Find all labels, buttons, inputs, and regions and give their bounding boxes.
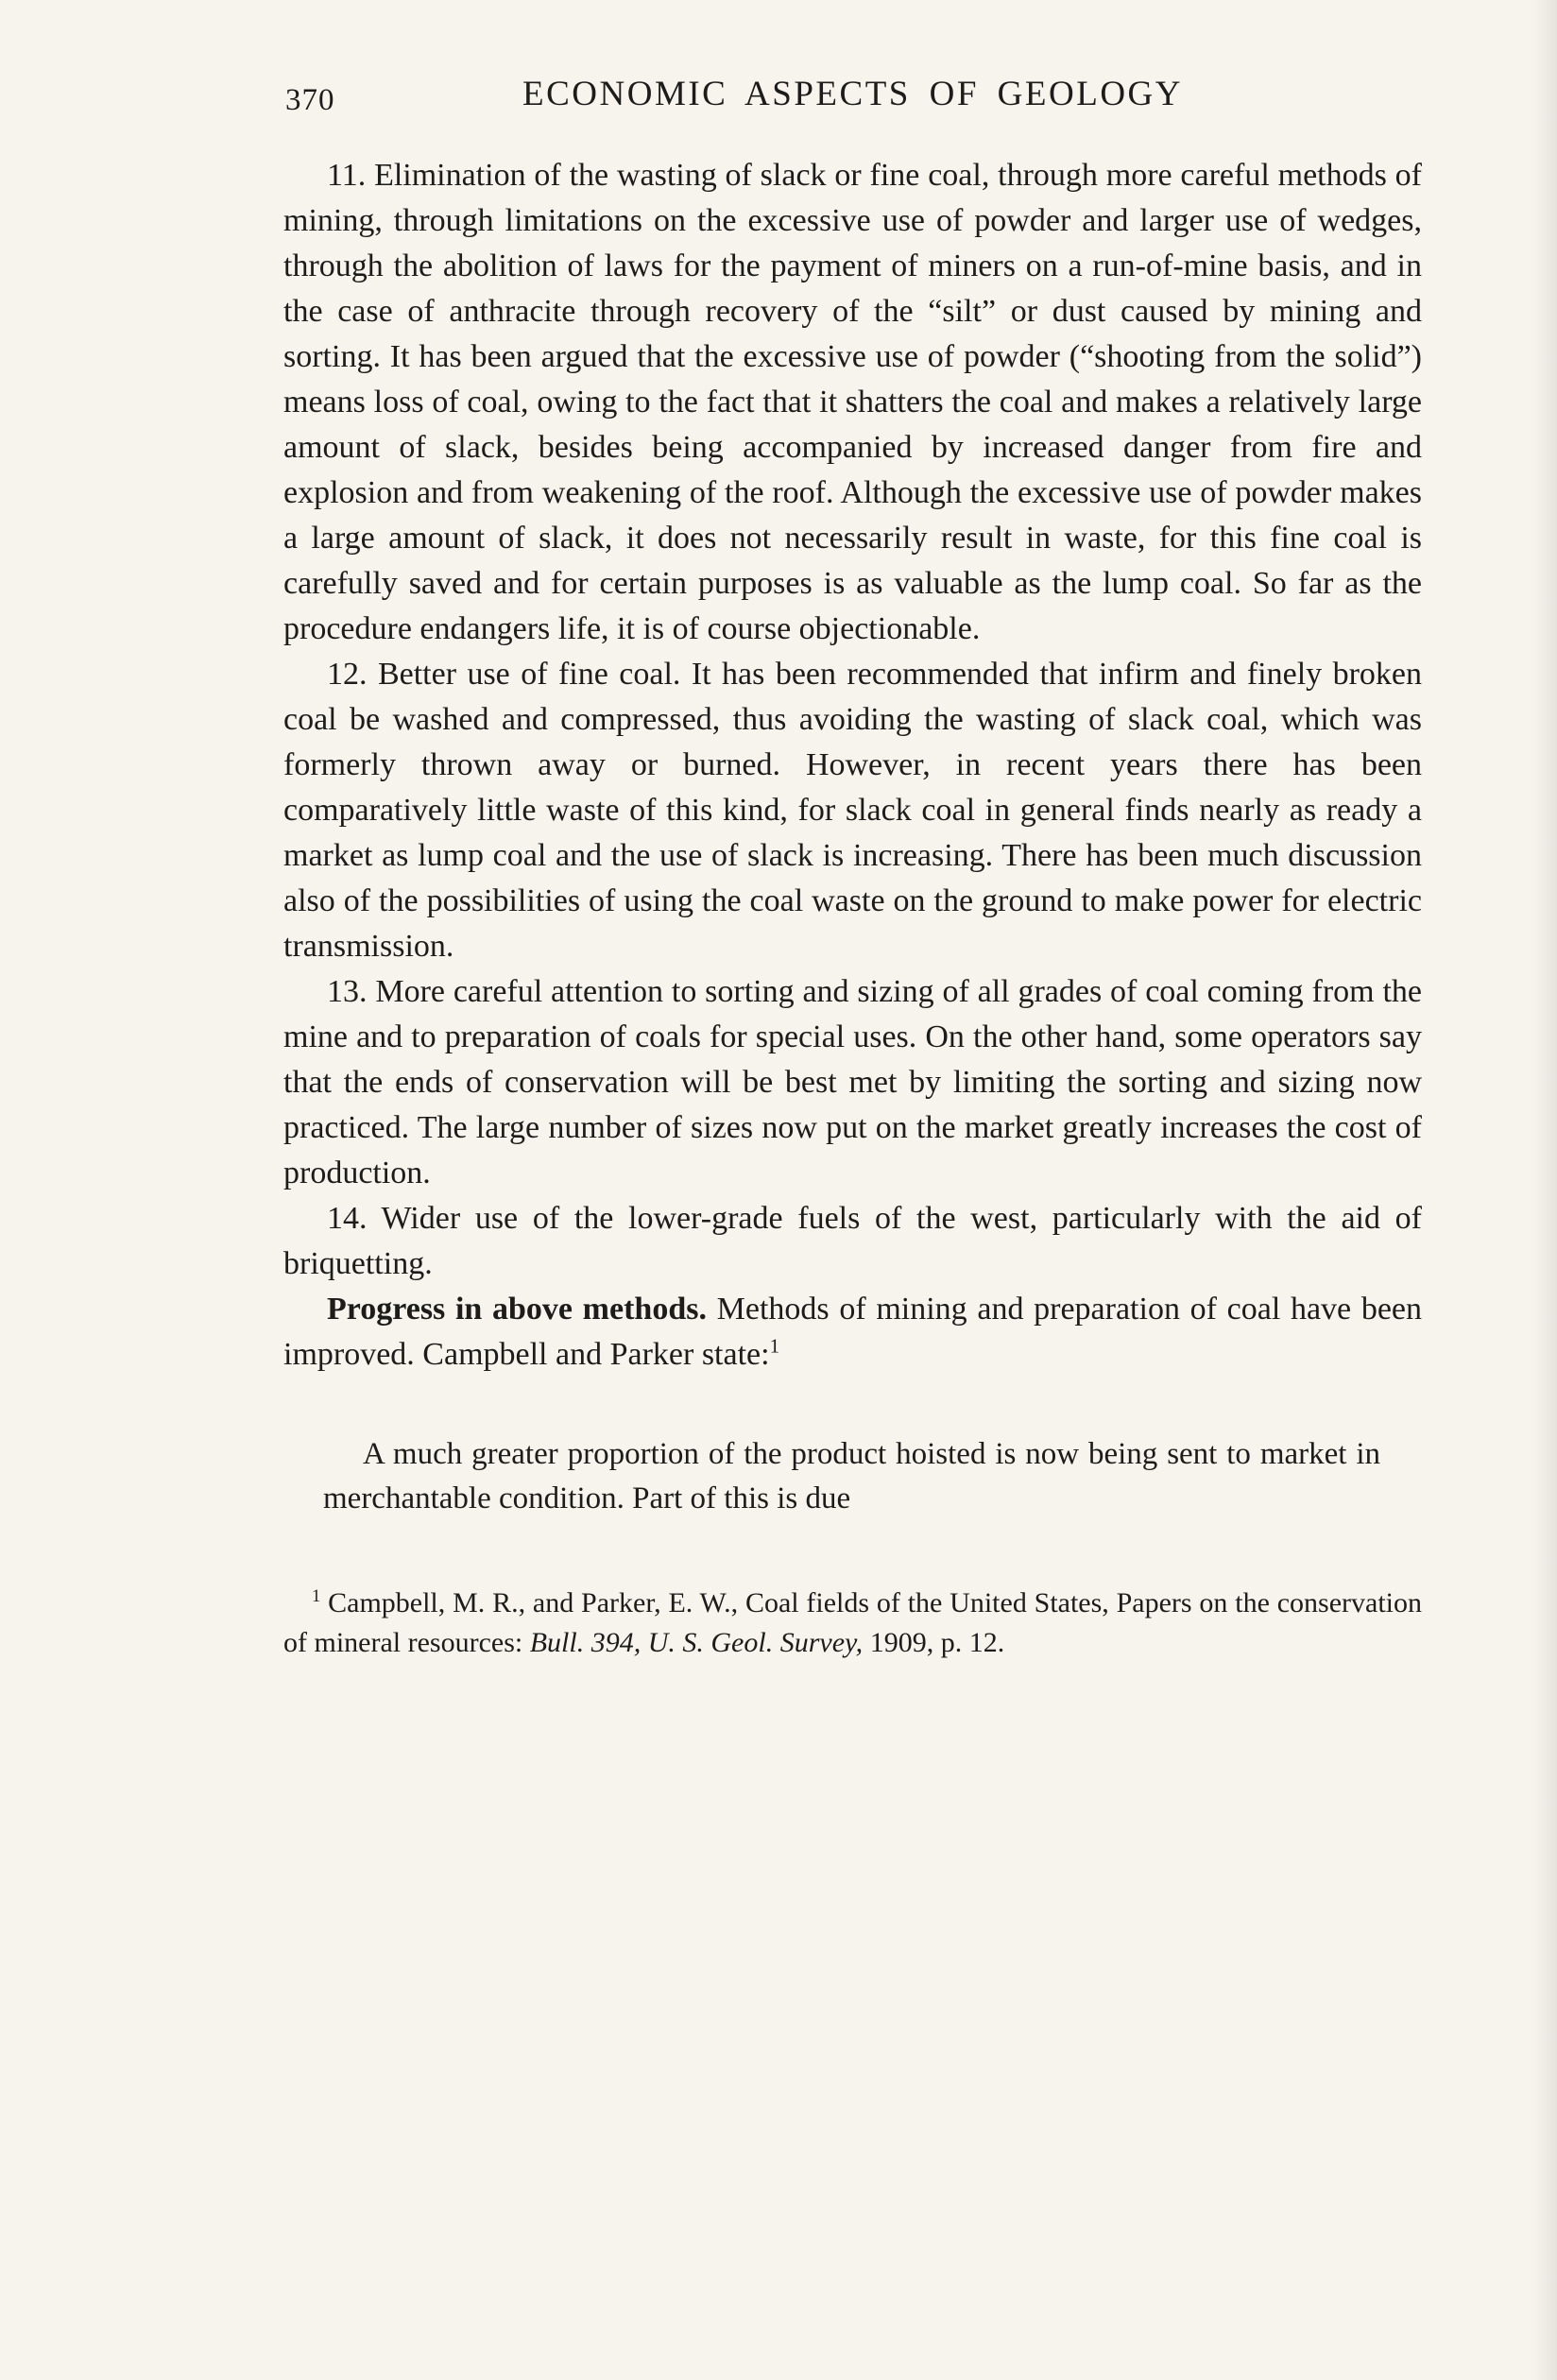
page-title: ECONOMIC ASPECTS OF GEOLOGY: [522, 75, 1183, 113]
text-column: [283, 74, 1422, 1691]
paragraph-14: 14. Wider use of the lower-grade fuels of the west, particularly with the aid of briquetting.: [283, 1201, 1422, 1281]
paragraph-13: 13. More careful attention to sorting and sizing of all grades of coal coming from the mine and to preparation of coals for special uses. On the other hand, some operators say that the ends of conservation will be best met by limiting the sorting and sizing now practiced. The large number of sizes now put on the market greatly increases the cost of production.: [283, 974, 1422, 1190]
footnote: [283, 1584, 1422, 1663]
footnote-reference-mark: 1: [769, 1334, 780, 1358]
progress-lead: Progress in above methods.: [327, 1292, 707, 1327]
footnote-text-tail: 1909, p. 12.: [863, 1627, 1005, 1658]
paragraph-12: 12. Better use of fine coal. It has been recommended that infirm and finely broken coal be washed and compressed, thus avoiding the wasting of slack coal, which was formerly thrown away or burned. However, in recent years there has been comparatively little waste of this kind, for slack coal in general finds nearly as ready a market as lump coal and the use of slack is increasing. There has been much discussion also of the possibilities of using the coal waste on the ground to make power for electric transmission.: [283, 657, 1422, 964]
progress-rest: Methods of mining and preparation of coal have been improved. Campbell and Parker state:: [283, 1292, 1422, 1372]
footnote-number: 1: [312, 1586, 321, 1606]
page-number: 370: [285, 83, 335, 117]
running-head: [283, 74, 1422, 128]
paragraph-11: 11. Elimination of the wasting of slack or fine coal, through more careful methods of mining, through limitations on the excessive use of powder and larger use of wedges, through the abolition of laws for the payment of miners on a run-of-mine basis, and in the case of anthracite through recovery of the “silt” or dust caused by mining and sorting. It has been argued that the excessive use of powder (“shooting from the solid”) means loss of coal, owing to the fact that it shatters the coal and makes a relatively large amount of slack, besides being accompanied by increased danger from fire and explosion and from weakening of the roof. Although the excessive use of powder makes a large amount of slack, it does not necessarily result in waste, for this fine coal is carefully saved and for certain purposes is as valuable as the lump coal. So far as the procedure endangers life, it is of course objectionable.: [283, 158, 1422, 646]
footnote-text-italic: Bull. 394, U. S. Geol. Survey,: [529, 1627, 864, 1658]
block-quote: A much greater proportion of the product hoisted is now being sent to market in merchantable condition. Part of this is due: [323, 1437, 1380, 1515]
footnote-text-roman: Campbell, M. R., and Parker, E. W., Coal fields of the United States, Papers on the conservation of mineral resources:: [283, 1587, 1422, 1658]
paragraph-progress: [283, 1287, 1422, 1378]
